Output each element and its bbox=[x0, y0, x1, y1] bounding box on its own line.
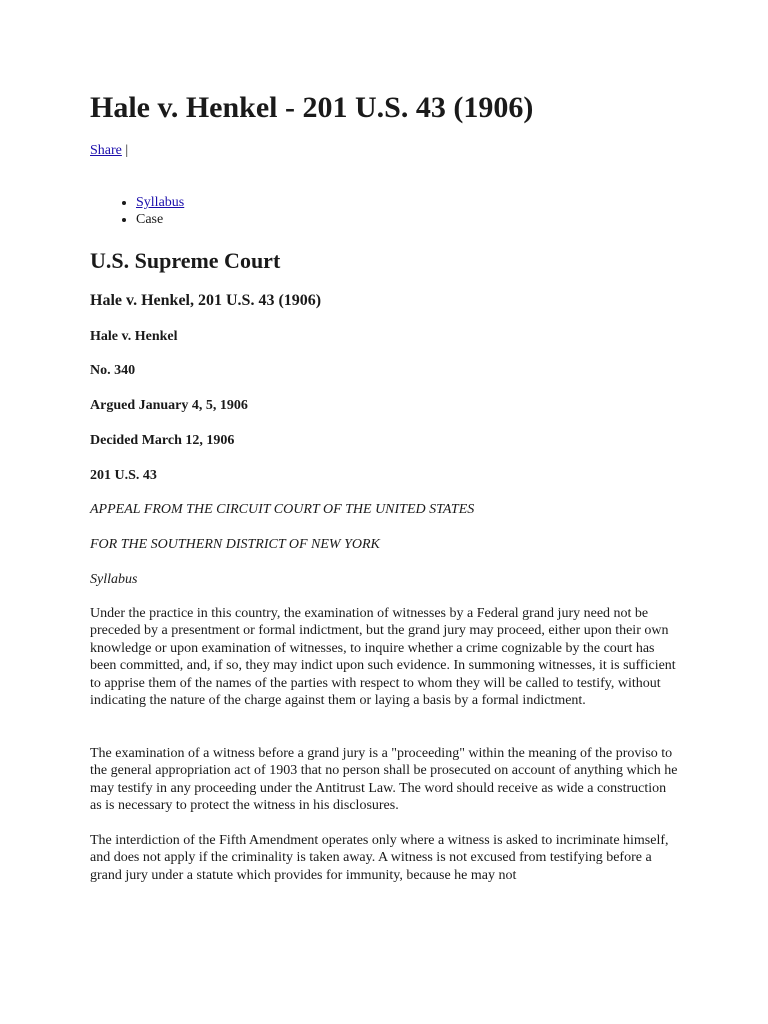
case-citation-heading: Hale v. Henkel, 201 U.S. 43 (1906) bbox=[90, 292, 322, 309]
share-link[interactable]: Share bbox=[90, 143, 122, 158]
syllabus-paragraph-2: The examination of a witness before a grand jury is a "proceeding" within the meaning of the proviso to the general appropriation act of 1903 that no person shall be prosecuted on account of anything which he may testify in any proceeding under the Antitrust Law. The word should receive as wide a construction as is necessary to protect the witness in his disclosures. bbox=[90, 746, 678, 814]
syllabus-paragraph-1: Under the practice in this country, the examination of witnesses by a Federal grand jury need not be preceded by a presentment or formal indictment, but the grand jury may proceed, either upon their own knowledge or upon examination of witnesses, to inquire whether a crime cognizable by the court has been committed, and, if so, they may indict upon such evidence. In summoning witnesses, it is sufficient to apprise them of the names of the parties with respect to whom they will be called to testify, without indicating the nature of the charge against them or laying a basis by a formal indictment. bbox=[90, 606, 676, 709]
appeal-line-1: APPEAL FROM THE CIRCUIT COURT OF THE UNITED STATES bbox=[90, 502, 475, 517]
case-name: Hale v. Henkel bbox=[90, 329, 178, 344]
syllabus-label: Syllabus bbox=[90, 572, 138, 587]
decided-date: Decided March 12, 1906 bbox=[90, 433, 235, 448]
syllabus-paragraph-3: The interdiction of the Fifth Amendment operates only where a witness is asked to incriminate himself, and does not apply if the criminality is taken away. A witness is not excused from testifying before a grand jury under a statute which provides for immunity, because he may not bbox=[90, 833, 669, 883]
case-tabs bbox=[90, 194, 184, 228]
tab-case bbox=[136, 211, 184, 228]
tab-syllabus-link[interactable]: Syllabus bbox=[136, 195, 185, 210]
citation: 201 U.S. 43 bbox=[90, 468, 157, 483]
share-separator: | bbox=[121, 143, 129, 158]
tab-case-label: Case bbox=[136, 212, 164, 227]
appeal-line-2: FOR THE SOUTHERN DISTRICT OF NEW YORK bbox=[90, 537, 380, 552]
share-bar bbox=[90, 142, 128, 160]
docket-number: No. 340 bbox=[90, 363, 136, 378]
court-heading: U.S. Supreme Court bbox=[90, 248, 281, 273]
page-title: Hale v. Henkel - 201 U.S. 43 (1906) bbox=[90, 91, 534, 124]
tab-syllabus bbox=[136, 194, 184, 211]
argued-date: Argued January 4, 5, 1906 bbox=[90, 398, 248, 413]
